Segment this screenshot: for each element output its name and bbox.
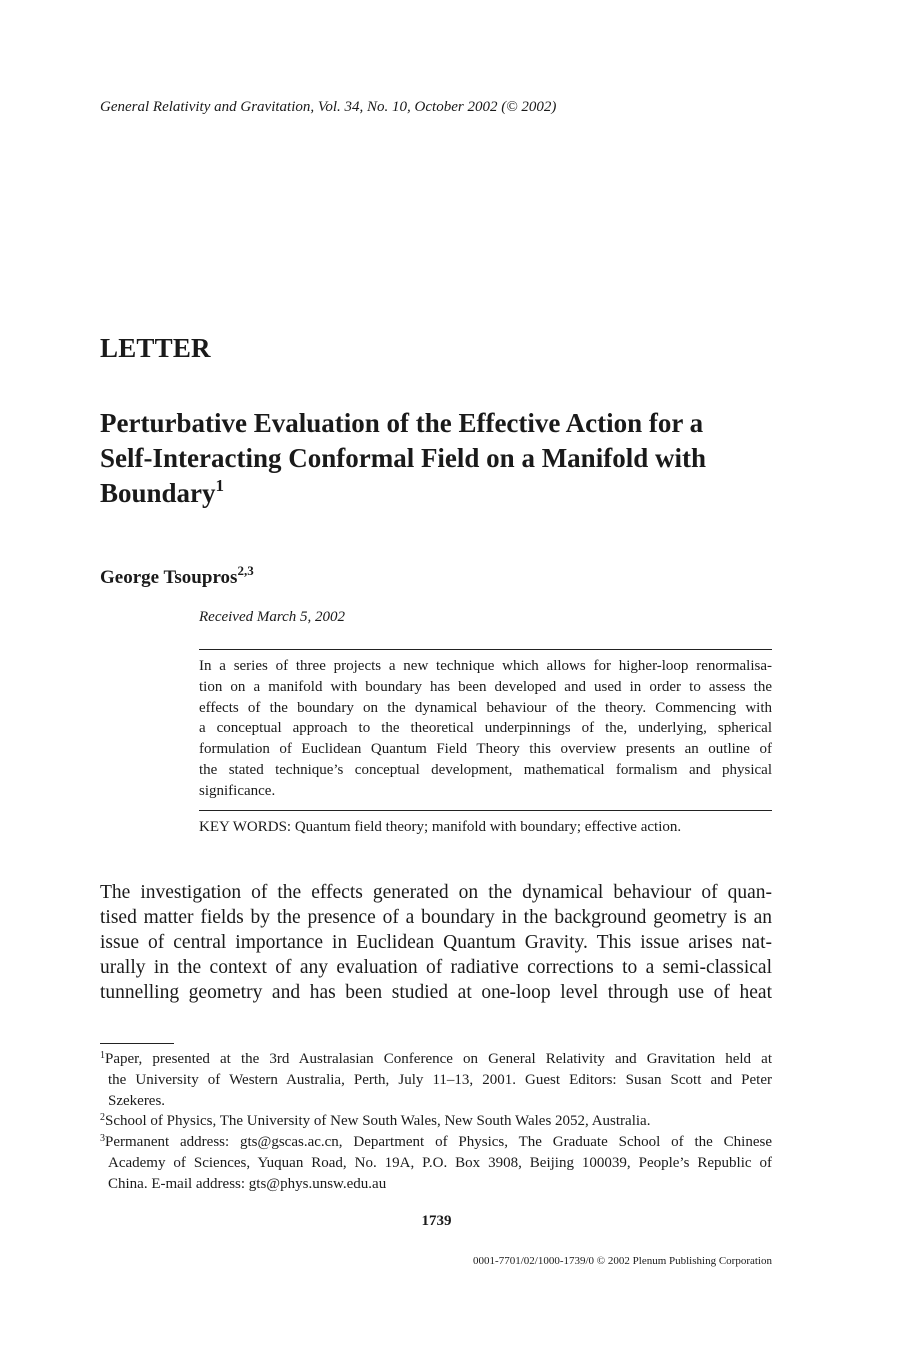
abstract [199, 656, 772, 802]
abstract-line: formulation of Euclidean Quantum Field Theory this overview presents an outline of [199, 741, 772, 758]
title-line: Self-Interacting Conformal Field on a Manifold with [100, 443, 706, 473]
footnote-line [100, 1111, 772, 1132]
author-name [100, 563, 254, 589]
article-title [100, 406, 800, 511]
abstract-line: effects of the boundary on the dynamical behaviour of the theory. Commencing with [199, 699, 772, 716]
keywords: KEY WORDS: Quantum field theory; manifold with boundary; effective action. [199, 819, 682, 835]
abstract-bottom-rule [199, 810, 772, 811]
footnote-line-text: Paper, presented at the 3rd Australasian Conference on General Relativity and Gravitation held at [105, 1051, 772, 1067]
footnotes [100, 1049, 772, 1195]
abstract-line: tion on a manifold with boundary has been developed and used in order to assess the [199, 678, 772, 695]
footnote-line [100, 1049, 772, 1070]
footnote-line: China. E-mail address: gts@phys.unsw.edu.au [108, 1175, 387, 1192]
title-line [100, 476, 800, 511]
copyright-line: 0001-7701/02/1000-1739/0 © 2002 Plenum Publishing Corporation [473, 1255, 772, 1267]
footnote-line [100, 1132, 772, 1153]
article-type-label: LETTER [100, 333, 211, 363]
abstract-top-rule [199, 649, 772, 650]
footnote-line: the University of Western Australia, Perth, July 11–13, 2001. Guest Editors: Susan Scott and Peter [108, 1071, 772, 1088]
footnote-1 [100, 1049, 772, 1111]
received-date: Received March 5, 2002 [199, 609, 346, 625]
abstract-line: the stated technique’s conceptual development, mathematical formalism and physical [199, 761, 772, 778]
footnote-mark: 1 [100, 1050, 105, 1061]
footnote-3 [100, 1132, 772, 1194]
page-number: 1739 [421, 1213, 452, 1229]
footnote-rule [100, 1043, 174, 1044]
title-footnote-mark: 1 [215, 476, 225, 495]
footnote-line-text: School of Physics, The University of New South Wales, New South Wales 2052, Australia. [105, 1113, 651, 1130]
author-footnote-marks: 2,3 [237, 563, 254, 578]
title-line-text: Boundary [100, 478, 216, 508]
journal-citation: General Relativity and Gravitation, Vol. 34, No. 10, October 2002 (© 2002) [100, 99, 557, 115]
title-line: Perturbative Evaluation of the Effective Action for a [100, 408, 704, 438]
footnote-2 [100, 1111, 772, 1132]
footnote-mark: 3 [100, 1133, 105, 1145]
body-line: tised matter fields by the presence of a boundary in the background geometry is an [100, 907, 772, 928]
abstract-line: In a series of three projects a new technique which allows for higher-loop renormalisa- [199, 658, 772, 674]
body-paragraph [100, 880, 772, 1005]
body-line: The investigation of the effects generated on the dynamical behaviour of quan- [100, 882, 772, 903]
footnote-line: Szekeres. [108, 1092, 166, 1109]
abstract-line: a conceptual approach to the theoretical underpinnings of the, underlying, spherical [199, 720, 772, 737]
author-name-text: George Tsoupros [100, 567, 238, 588]
body-line: urally in the context of any evaluation of radiative corrections to a semi-classical [100, 957, 772, 978]
body-line: issue of central importance in Euclidean Quantum Gravity. This issue arises nat- [100, 932, 772, 953]
footnote-line: Academy of Sciences, Yuquan Road, No. 19A, P.O. Box 3908, Beijing 100039, People’s Republic of [108, 1154, 772, 1171]
footnote-mark: 2 [100, 1112, 105, 1124]
abstract-line: significance. [199, 782, 276, 799]
footnote-line-text: Permanent address: gts@gscas.ac.cn, Department of Physics, The Graduate School of the Chinese [105, 1134, 772, 1151]
body-line: tunnelling geometry and has been studied at one-loop level through use of heat [100, 982, 772, 1003]
